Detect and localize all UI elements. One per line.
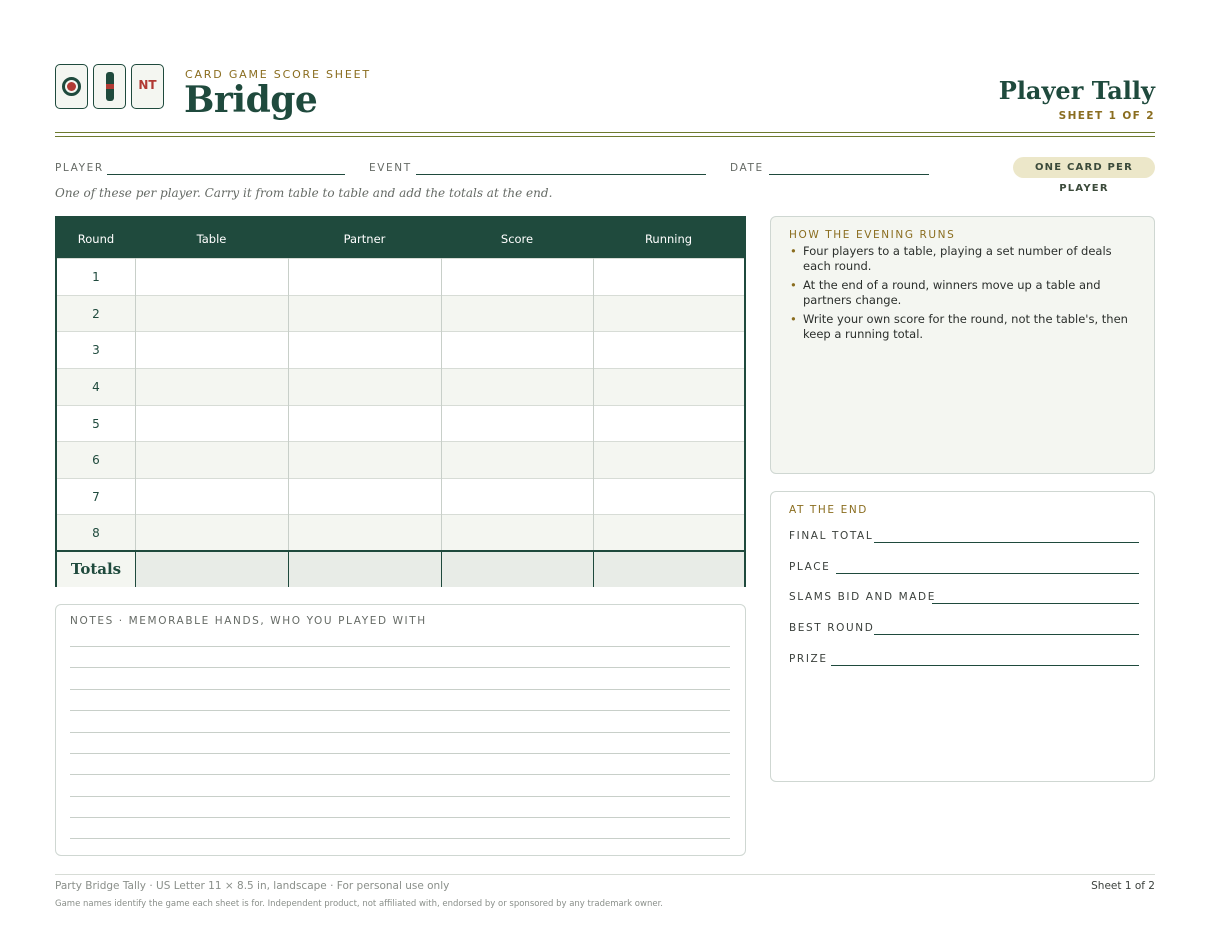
- list-item: • Four players to a table, playing a set number of deals each round.: [789, 244, 1139, 274]
- round-number: 7: [92, 490, 100, 504]
- list-item: • Write your own score for the round, not the table's, then keep a running total.: [789, 312, 1139, 342]
- column-divider: [288, 552, 289, 587]
- col-round: Round: [77, 232, 115, 246]
- field-label: FINAL TOTAL: [789, 530, 874, 542]
- no-trump-icon: NT: [131, 64, 164, 109]
- target-die-icon: [55, 64, 88, 109]
- column-divider: [288, 258, 289, 551]
- date-label: DATE: [730, 162, 764, 174]
- table-row[interactable]: [57, 258, 744, 295]
- table-row[interactable]: [57, 514, 744, 551]
- event-field[interactable]: [416, 174, 706, 175]
- round-number: 8: [92, 526, 100, 540]
- column-divider: [593, 258, 594, 551]
- field-label: BEST ROUND: [789, 622, 875, 634]
- table-row[interactable]: [57, 478, 744, 515]
- sheet-type-title: Player Tally: [998, 76, 1155, 105]
- table-row[interactable]: [57, 441, 744, 478]
- slams-field[interactable]: [789, 591, 1139, 607]
- col-partner: Partner: [343, 232, 386, 246]
- footer-disclaimer: Game names identify the game each sheet is for. Independent product, not affiliated with, endorsed by or sponsored by any trademark owner.: [55, 899, 663, 909]
- column-divider: [441, 258, 442, 551]
- place-field[interactable]: [789, 561, 1139, 577]
- intro-text: One of these per player. Carry it from table to table and add the totals at the end.: [55, 186, 553, 200]
- field-line[interactable]: [874, 634, 1139, 635]
- round-number: 5: [92, 417, 100, 431]
- per-player-badge: ONE CARD PER PLAYER: [1013, 157, 1155, 178]
- footer-info: Party Bridge Tally · US Letter 11 × 8.5 in, landscape · For personal use only: [55, 880, 450, 892]
- end-panel: [770, 491, 1155, 782]
- note-line[interactable]: [70, 753, 730, 754]
- sheet-kicker: CARD GAME SCORE SHEET: [185, 68, 371, 81]
- game-title: Bridge: [184, 79, 318, 121]
- field-label: PLACE: [789, 561, 831, 573]
- event-label: EVENT: [369, 162, 412, 174]
- note-line[interactable]: [70, 817, 730, 818]
- field-line[interactable]: [831, 665, 1139, 666]
- game-icons: [55, 64, 164, 109]
- round-number: 6: [92, 453, 100, 467]
- table-row[interactable]: [57, 331, 744, 368]
- final-total-field[interactable]: [789, 530, 1139, 546]
- header-rule-thin: [55, 136, 1155, 137]
- best-round-field[interactable]: [789, 622, 1139, 638]
- prize-field[interactable]: [789, 653, 1139, 669]
- how-heading: HOW THE EVENING RUNS: [789, 229, 956, 241]
- field-label: SLAMS BID AND MADE: [789, 591, 936, 603]
- column-divider: [441, 552, 442, 587]
- table-row[interactable]: [57, 368, 744, 405]
- note-line[interactable]: [70, 838, 730, 839]
- how-list: [789, 244, 1139, 346]
- note-line[interactable]: [70, 732, 730, 733]
- note-line[interactable]: [70, 667, 730, 668]
- notes-heading: NOTES · MEMORABLE HANDS, WHO YOU PLAYED WITH: [70, 615, 427, 627]
- score-table: [55, 216, 746, 587]
- field-line[interactable]: [874, 542, 1139, 543]
- column-divider: [593, 552, 594, 587]
- date-field[interactable]: [769, 174, 929, 175]
- table-header: [57, 218, 744, 258]
- round-number: 2: [92, 307, 100, 321]
- header-rule: [55, 132, 1155, 133]
- list-item: • At the end of a round, winners move up a table and partners change.: [789, 278, 1139, 308]
- column-divider: [135, 552, 136, 587]
- round-number: 4: [92, 380, 100, 394]
- col-table: Table: [196, 232, 227, 246]
- notes-box[interactable]: [55, 604, 746, 856]
- note-line[interactable]: [70, 796, 730, 797]
- end-heading: AT THE END: [789, 504, 868, 516]
- bar-die-icon: [93, 64, 126, 109]
- footer-sheet-number: Sheet 1 of 2: [1091, 880, 1155, 892]
- field-label: PRIZE: [789, 653, 828, 665]
- sheet-number: SHEET 1 OF 2: [1058, 110, 1155, 122]
- how-panel: [770, 216, 1155, 474]
- footer-rule: [55, 874, 1155, 875]
- totals-row[interactable]: [57, 550, 744, 587]
- table-row[interactable]: [57, 405, 744, 442]
- column-divider: [135, 258, 136, 551]
- totals-label: Totals: [57, 552, 135, 587]
- field-line[interactable]: [932, 603, 1139, 604]
- player-label: PLAYER: [55, 162, 104, 174]
- note-line[interactable]: [70, 710, 730, 711]
- col-score: Score: [500, 232, 534, 246]
- table-row[interactable]: [57, 295, 744, 332]
- note-line[interactable]: [70, 774, 730, 775]
- note-line[interactable]: [70, 646, 730, 647]
- col-running: Running: [644, 232, 693, 246]
- round-number: 1: [92, 270, 100, 284]
- player-field[interactable]: [107, 174, 345, 175]
- round-number: 3: [92, 343, 100, 357]
- note-line[interactable]: [70, 689, 730, 690]
- field-line[interactable]: [836, 573, 1139, 574]
- page-header: [55, 62, 1155, 132]
